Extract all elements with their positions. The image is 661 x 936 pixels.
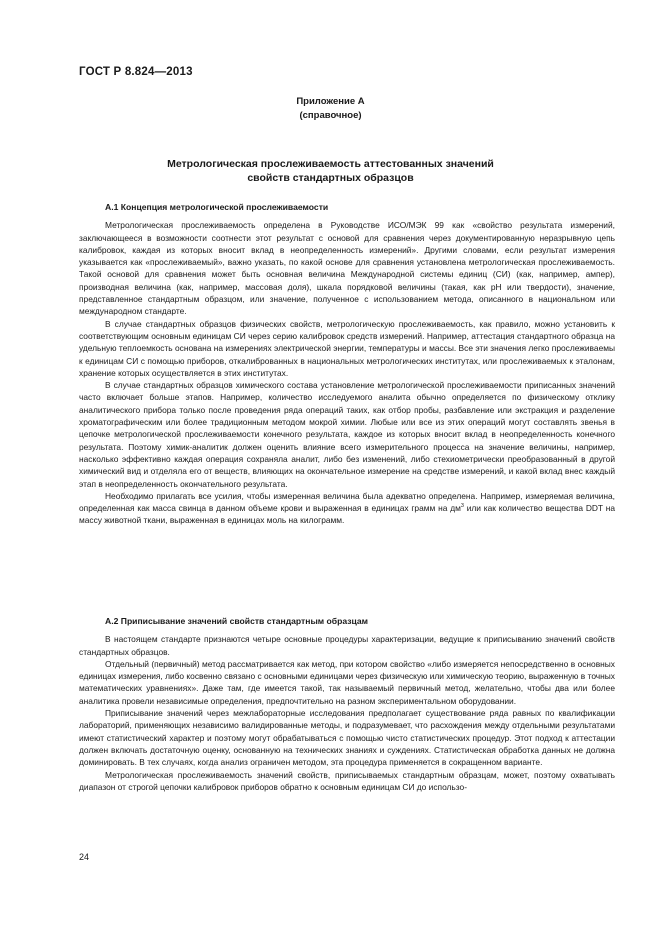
superscript: 3 (460, 503, 464, 510)
paragraph-text: или как количество вещества DDT на массу животной ткани, выраженная в единицах моль на килограмм. (79, 503, 615, 526)
section-a2-paragraph: Приписывание значений через межлабораторные исследования предполагает существование ряда равных по квалификации лабораторий, применяющих независимо валидированные методы, и подразумевает, что расхождения между отдельными результатами имеют статистический характер и поэтому могут обрабатываться с помощью чисто статистических процедур. Этот подход к аттестации должен включать достаточную оценку, основанную на технических знаниях и суждениях. Статистическая обработка данных не должна доминировать. В тех случаях, когда анализ ограничен методом, эта процедура применяется в сокращенном варианте. (79, 708, 615, 768)
section-a1-paragraph: В случае стандартных образцов физических свойств, метрологическую прослеживаемость, как правило, можно установить к соответствующим основным единицам СИ через серию калибровок средств измерений. Например, аттестация стандартного образца на удельную теплоемкость основана на измерениях электрической энергии, температуры и массы. Все эти значения легко прослеживаемы к единицам СИ с помощью приборов, откалиброванных в национальных метрологических институтах, или прослеживаемых к эталонам, хранение которых осуществляется в этих институтах. (79, 318, 615, 378)
page-title-line-1: Метрологическая прослеживаемость аттестованных значений (167, 158, 494, 170)
section-a2-heading: А.2 Приписывание значений свойств стандартным образцам (105, 616, 369, 626)
document-code: ГОСТ Р 8.824—2013 (79, 66, 193, 78)
section-a1 (79, 201, 615, 527)
appendix-label: Приложение А (296, 96, 365, 107)
paragraph-text: Необходимо прилагать все усилия, чтобы измеренная величина была адекватно определена. Например, измеряемая величина, определенная как масса свинца в данном объеме крови и выраженная в единицах грамм на дм (79, 490, 615, 514)
section-a1-paragraph-last (79, 490, 615, 527)
section-a2-paragraph: Метрологическая прослеживаемость значений свойств, приписываемых стандартным образцам, может, поэтому охватывать диапазон от строгой цепочки калибровок приборов обратно к основным единицам СИ до использо- (79, 769, 615, 792)
section-a1-paragraph: Метрологическая прослеживаемость определена в Руководстве ИСО/МЭК 99 как «свойство результата измерений, заключающееся в возможности соотнести этот результат с основой для сравнения через документированную неразрывную цепь калибровок, каждая из которых вносит вклад в неопределенность измерений». Другими словами, если результат измерения указывается как «прослеживаемый», важно указать, по какой основе для сравнения установлена метрологическая прослеживаемость. Такой основой для сравнения может быть основная величина Международной системы единиц (СИ) (как, например, ампер), производная величина (как, например, массовая доля), шкала порядковой величины (такая, как pH или твердости), значение, представленное стандартным образцом, или значение, полученное с использованием метода, описанного в национальном или международном стандарте. (79, 220, 615, 317)
section-a1-paragraph: В случае стандартных образцов химического состава установление метрологической прослеживаемости приписанных значений часто включает больше этапов. Например, количество исследуемого аналита обычно определяется по физическому отклику аналитического прибора только после проведения ряда операций таких, как отбор пробы, разбавление или экстракция и разделение хроматографическим или более традиционным методом мокрой химии. Любые или все из этих операций могут составлять звенья в цепочке метрологической прослеживаемости конечного результата, каждое из которых вносит вклад в неопределенность конечного результата. Поэтому химик-аналитик должен оценить влияние всего измерительного процесса на значение величины, например, насколько эффективно каждая операция сохраняла аналит, либо без изменений, либо стехиометрически преобразованный в другой химический вид и отделяла его от веществ, влияющих на окончательное измерение на средстве измерений, и какой вклад внес каждый этап в неопределенность окончательного результата. (79, 380, 615, 489)
appendix-note: (справочное) (299, 110, 362, 121)
page-number: 24 (79, 852, 90, 862)
page-title-line-2: свойств стандартных образцов (247, 172, 414, 184)
section-a2-paragraph: В настоящем стандарте признаются четыре основные процедуры характеризации, ведущие к приписыванию значений свойств стандартных образцов. (79, 634, 615, 657)
section-a2 (79, 615, 615, 793)
section-a1-heading: А.1 Концепция метрологической прослеживаемости (105, 202, 329, 212)
section-a2-paragraph: Отдельный (первичный) метод рассматривается как метод, при котором свойство «либо измеряется непосредственно в основных единицах измерения, либо косвенно связано с основными единицами через физическую или химическую теорию, выраженную в точных математических уравнениях». Даже там, где имеется такой, так называемый первичный метод, желательно, чтобы два или более аналитика провели независимые определения, предпочтительно на разном экспериментальном оборудовании. (79, 658, 615, 706)
